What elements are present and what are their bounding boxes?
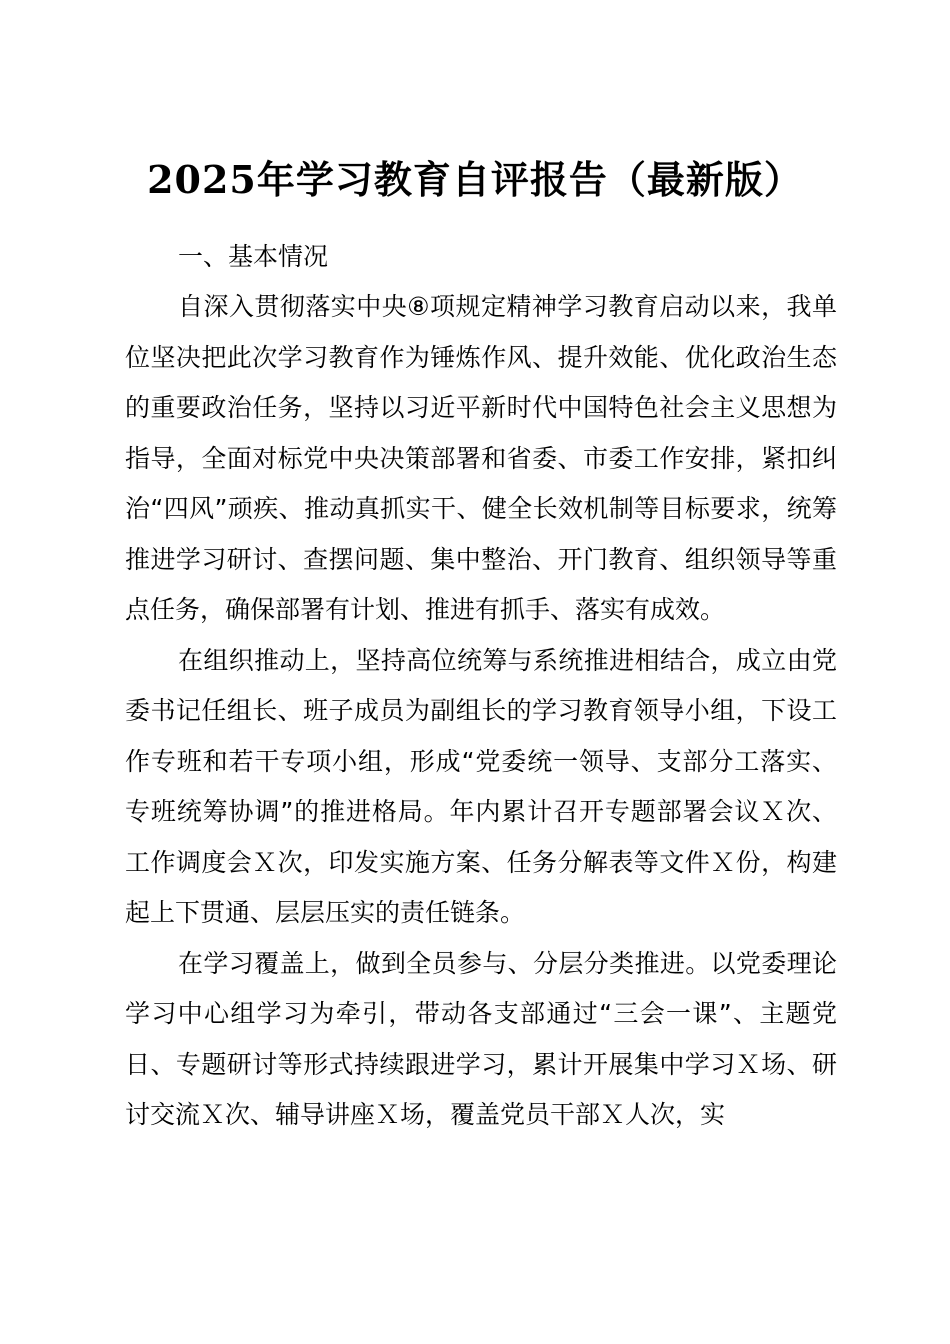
section-heading: 一、基本情况: [178, 242, 329, 271]
paragraph: 在组织推动上，坚持高位统筹与系统推进相结合，成立由党委书记任组长、班子成员为副组长的学习教育领导小组，下设工作专班和若干专项小组，形成“党委统一领导、支部分工落实、专班统筹协调”的推进格局。年内累计召开专题部署会议Ｘ次、工作调度会Ｘ次，印发实施方案、任务分解表等文件Ｘ份，构建起上下贯通、层层压实的责任链条。: [125, 645, 837, 927]
document-title: 2025年学习教育自评报告（最新版）: [147, 157, 803, 202]
document-body: [125, 282, 837, 1141]
paragraph: 自深入贯彻落实中央⑧项规定精神学习教育启动以来，我单位坚决把此次学习教育作为锤炼作风、提升效能、优化政治生态的重要政治任务，坚持以习近平新时代中国特色社会主义思想为指导，全面对标党中央决策部署和省委、市委工作安排，紧扣纠治“四风”顽疾、推动真抓实干、健全长效机制等目标要求，统筹推进学习研讨、查摆问题、集中整治、开门教育、组织领导等重点任务，确保部署有计划、推进有抓手、落实有成效。: [125, 292, 837, 624]
paragraph: 在学习覆盖上，做到全员参与、分层分类推进。以党委理论学习中心组学习为牵引，带动各支部通过“三会一课”、主题党日、专题研讨等形式持续跟进学习，累计开展集中学习Ｘ场、研讨交流Ｘ次、辅导讲座Ｘ场，覆盖党员干部Ｘ人次，实: [125, 948, 837, 1129]
